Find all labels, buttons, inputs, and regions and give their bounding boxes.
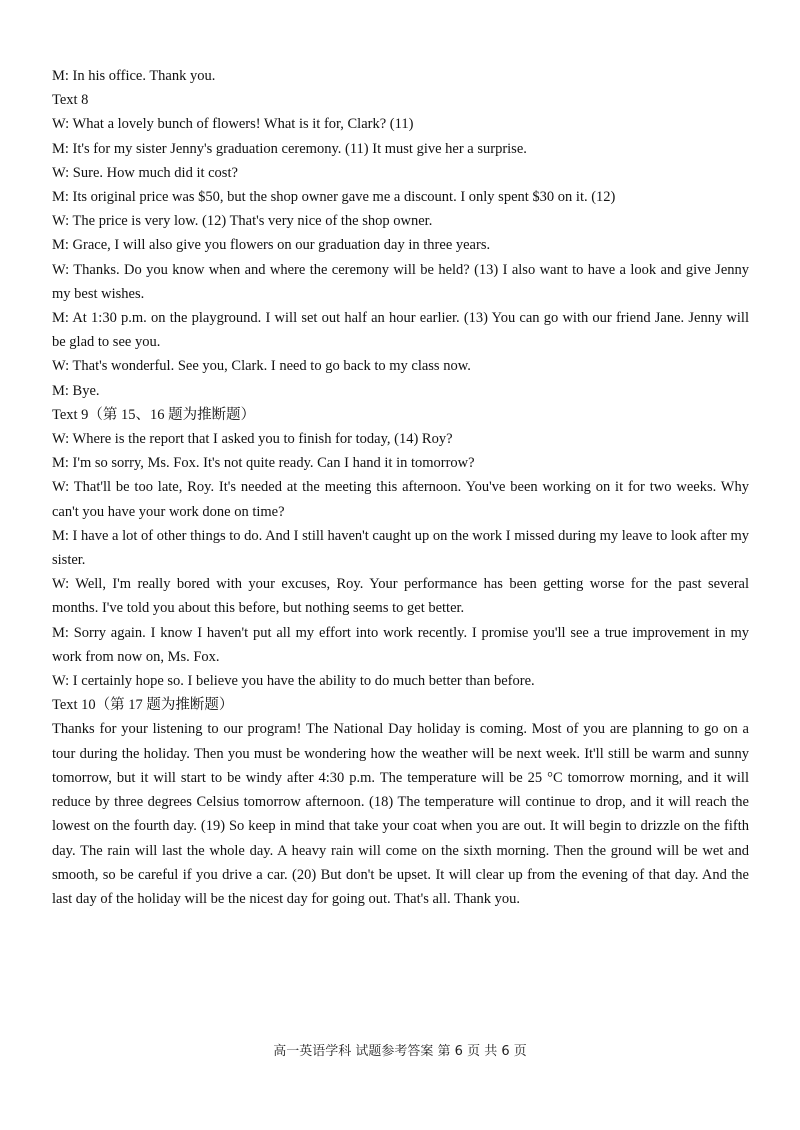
dialogue-line: W: The price is very low. (12) That's very nice of the shop owner. (52, 213, 433, 230)
section-heading-text-8: Text 8 (52, 92, 89, 109)
transcript-body (52, 64, 749, 911)
dialogue-line: W: That's wonderful. See you, Clark. I need to go back to my class now. (52, 358, 471, 375)
dialogue-line: M: Sorry again. I know I haven't put all my effort into work recently. I promise you'll see a true improvement in my work from now on, Ms. Fox. (52, 624, 749, 665)
dialogue-line: M: I'm so sorry, Ms. Fox. It's not quite ready. Can I hand it in tomorrow? (52, 455, 475, 472)
dialogue-line: M: It's for my sister Jenny's graduation ceremony. (11) It must give her a surprise. (52, 140, 527, 157)
monologue-paragraph: Thanks for your listening to our program! The National Day holiday is coming. Most of you are planning to go on a tour during the holiday. Then you must be wondering how the weather will be next week. It'll still be warm and sunny tomorrow, but it will start to be windy after 4:30 p.m. The temperature will be 25 °C tomorrow morning, and it will reduce by three degrees Celsius tomorrow afternoon. (18) The temperature will continue to drop, and it will reach the lowest on the fourth day. (19) So keep in mind that take your coat when you are out. It will begin to drizzle on the fifth day. The rain will last the whole day. A heavy rain will come on the sixth morning. Then the ground will be wet and smooth, so be careful if you drive a car. (20) But don't be upset. It will clear up from the evening of that day. And the last day of the holiday will be the nicest day for going out. That's all. Thank you. (52, 721, 749, 907)
page-footer: 高一英语学科 试题参考答案 第 6 页 共 6 页 (273, 1044, 527, 1059)
dialogue-line: W: What a lovely bunch of flowers! What is it for, Clark? (11) (52, 116, 414, 133)
section-heading-text-9: Text 9（第 15、16 题为推断题） (52, 406, 256, 423)
dialogue-line: W: Where is the report that I asked you to finish for today, (14) Roy? (52, 431, 453, 448)
dialogue-line: W: That'll be too late, Roy. It's needed at the meeting this afternoon. You've been working on it for two weeks. Why can't you have your work done on time? (52, 479, 749, 520)
dialogue-line: M: At 1:30 p.m. on the playground. I will set out half an hour earlier. (13) You can go with our friend Jane. Jenny will be glad to see you. (52, 310, 749, 351)
dialogue-line: W: Well, I'm really bored with your excuses, Roy. Your performance has been getting worse for the past several months. I've told you about this before, but nothing seems to get better. (52, 576, 749, 617)
dialogue-line: W: Thanks. Do you know when and where the ceremony will be held? (13) I also want to have a look and give Jenny my best wishes. (52, 261, 749, 302)
dialogue-line: W: Sure. How much did it cost? (52, 164, 238, 181)
dialogue-line: M: Its original price was $50, but the shop owner gave me a discount. I only spent $30 on it. (12) (52, 189, 616, 206)
dialogue-line: M: Bye. (52, 382, 100, 399)
dialogue-line: W: I certainly hope so. I believe you have the ability to do much better than before. (52, 673, 535, 690)
dialogue-line: M: In his office. Thank you. (52, 68, 216, 84)
dialogue-line: M: I have a lot of other things to do. And I still haven't caught up on the work I missed during my leave to look after my sister. (52, 527, 749, 569)
section-heading-text-10: Text 10（第 17 题为推断题） (52, 697, 234, 714)
dialogue-line: M: Grace, I will also give you flowers on our graduation day in three years. (52, 237, 491, 254)
